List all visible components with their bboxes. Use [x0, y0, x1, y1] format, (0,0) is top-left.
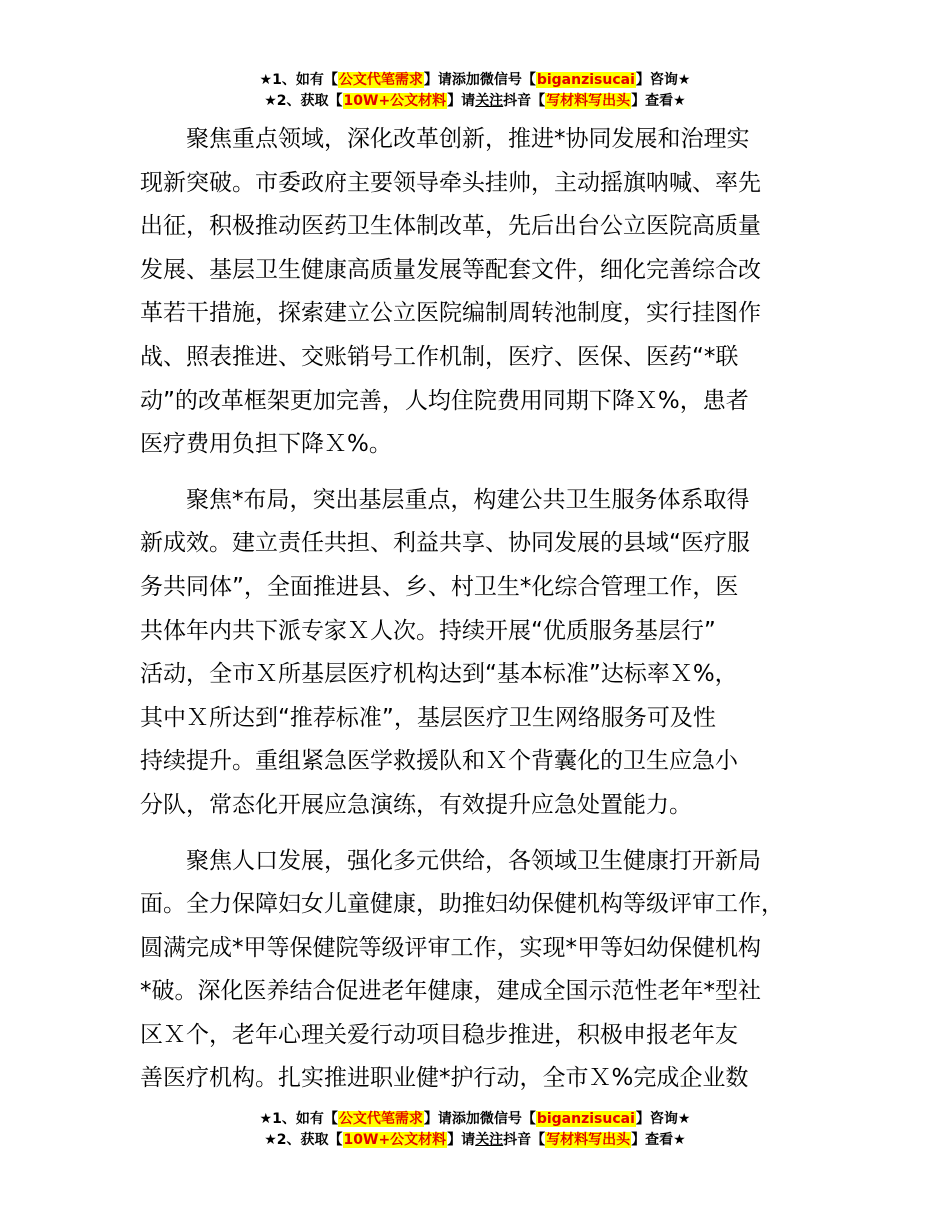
text-line: 革若干措施，探索建立公立医院编制周转池制度，实行挂图作 — [140, 300, 761, 327]
text-line: 新成效。建立责任共担、利益共享、协同发展的县域“医疗服 — [140, 530, 750, 557]
text-line: 共体年内共下派专家Ｘ人次。持续开展“优质服务基层行” — [140, 617, 716, 644]
header-banner — [0, 70, 950, 112]
text-line: 面。全力保障妇女儿童健康，助推妇幼保健机构等级评审工作， — [140, 891, 784, 918]
highlight-douyin-account: 写材料写出头 — [546, 1132, 631, 1148]
highlight-wechat-id: biganzisucai — [536, 72, 635, 88]
banner-line-2: ★2、获取【10W+公文材料】请关注抖音【写材料写出头】查看★ — [264, 1132, 686, 1148]
underlined-follow: 关注 — [475, 1132, 504, 1148]
text-line: 其中Ｘ所达到“推荐标准”，基层医疗卫生网络服务可及性 — [140, 704, 716, 731]
text-line: 圆满完成*甲等保健院等级评审工作，实现*甲等妇幼保健机构 — [140, 934, 761, 961]
text-line: 区Ｘ个，老年心理关爱行动项目稳步推进，积极申报老年友 — [140, 1021, 738, 1048]
text-line: *破。深化医养结合促进老年健康，建成全国示范性老年*型社 — [140, 978, 761, 1005]
banner-line-1: ★1、如有【公文代笔需求】请添加微信号【biganzisucai】咨询★ — [259, 72, 691, 88]
highlight-service: 公文代笔需求 — [338, 72, 423, 88]
highlight-wechat-id: biganzisucai — [536, 1111, 635, 1127]
text-line: 动”的改革框架更加完善，人均住院费用同期下降Ｘ%，患者 — [140, 387, 749, 414]
paragraph-reform — [140, 118, 830, 467]
text-line: 活动，全市Ｘ所基层医疗机构达到“基本标准”达标率Ｘ%， — [140, 661, 738, 688]
text-line: 医疗费用负担下降Ｘ%。 — [140, 431, 392, 458]
text-line: 出征，积极推动医药卫生体制改革，先后出台公立医院高质量 — [140, 213, 761, 240]
text-line: 战、照表推进、交账销号工作机制，医疗、医保、医药“*联 — [140, 343, 739, 370]
banner-line-2: ★2、获取【10W+公文材料】请关注抖音【写材料写出头】查看★ — [264, 93, 686, 109]
footer-banner — [0, 1109, 950, 1151]
text-line: 持续提升。重组紧急医学救援队和Ｘ个背囊化的卫生应急小 — [140, 748, 738, 775]
text-line: 聚焦*布局，突出基层重点，构建公共卫生服务体系取得 — [186, 486, 750, 513]
text-line: 现新突破。市委政府主要领导牵头挂帅，主动摇旗呐喊、率先 — [140, 169, 761, 196]
highlight-service: 公文代笔需求 — [338, 1111, 423, 1127]
text-line: 聚焦人口发展，强化多元供给，各领域卫生健康打开新局 — [186, 847, 761, 874]
underlined-follow: 关注 — [475, 93, 504, 109]
text-line: 发展、基层卫生健康高质量发展等配套文件，细化完善综合改 — [140, 256, 761, 283]
highlight-materials: 10W+公文材料 — [343, 93, 447, 109]
paragraph-layout — [140, 479, 830, 828]
text-line: 分队，常态化开展应急演练，有效提升应急处置能力。 — [140, 791, 692, 818]
highlight-douyin-account: 写材料写出头 — [546, 93, 631, 109]
paragraph-population — [140, 840, 830, 1102]
text-line: 务共同体”，全面推进县、乡、村卫生*化综合管理工作，医 — [140, 573, 739, 600]
text-line: 善医疗机构。扎实推进职业健*护行动，全市Ｘ%完成企业数 — [140, 1065, 749, 1092]
highlight-materials: 10W+公文材料 — [343, 1132, 447, 1148]
document-body — [140, 118, 830, 1113]
text-line: 聚焦重点领域，深化改革创新，推进*协同发展和治理实 — [186, 126, 750, 152]
banner-line-1: ★1、如有【公文代笔需求】请添加微信号【biganzisucai】咨询★ — [259, 1111, 691, 1127]
